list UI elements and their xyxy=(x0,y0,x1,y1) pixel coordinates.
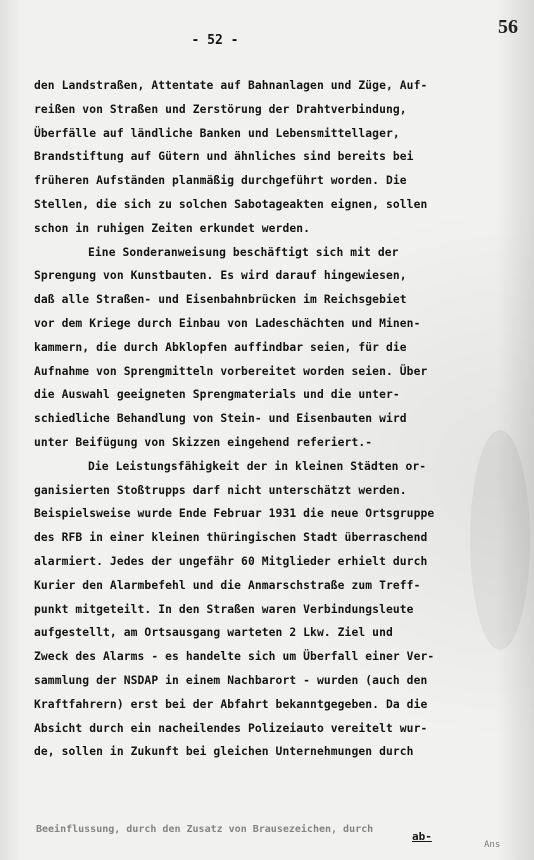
text-line: vor dem Kriege durch Einbau von Ladeschächten und Minen- xyxy=(34,316,421,330)
text-line: de, sollen in Zukunft bei gleichen Unternehmungen durch xyxy=(34,745,414,759)
text-line: den Landstraßen, Attentate auf Bahnanlagen und Züge, Auf- xyxy=(34,79,428,92)
text-line: Absicht durch ein nacheilendes Polizeiauto vereitelt wur- xyxy=(34,721,428,735)
text-line: des RFB in einer kleinen thüringischen Stadt überraschend xyxy=(34,531,428,545)
document-body xyxy=(34,74,474,764)
text-line: Überfälle auf ländliche Banken und Lebensmittellager, xyxy=(34,126,400,140)
text-line: Beispielsweise wurde Ende Februar 1931 die neue Ortsgruppe xyxy=(34,507,435,521)
bleed-through-text xyxy=(440,222,534,300)
bleed-through-footer: Beeinflussung, durch den Zusatz von Brausezeichen, durch xyxy=(36,824,374,835)
text-line: Kurier den Alarmbefehl und die Anmarschstraße zum Treff- xyxy=(34,578,421,592)
text-line: daß alle Straßen- und Eisenbahnbrücken im Reichsgebiet xyxy=(34,293,407,307)
text-line: Sprengung von Kunstbauten. Es wird darauf hingewiesen, xyxy=(34,269,407,283)
text-line: kammern, die durch Abklopfen auffindbar seien, für die xyxy=(34,340,407,354)
text-line: früheren Aufständen planmäßig durchgeführt worden. Die xyxy=(34,174,407,188)
page-number: - 52 - xyxy=(191,33,239,48)
text-line: punkt mitgeteilt. In den Straßen waren Verbindungsleute xyxy=(34,602,414,616)
text-line: Aufnahme von Sprengmitteln vorbereitet worden seien. Über xyxy=(34,364,428,378)
scan-smudge xyxy=(470,430,530,650)
text-line: Kraftfahrern) erst bei der Abfahrt bekanntgegeben. Da die xyxy=(34,697,428,711)
text-line: Eine Sonderanweisung beschäftigt sich mit der xyxy=(88,245,399,259)
text-line: unter Beifügung von Skizzen eingehend referiert.- xyxy=(34,435,373,449)
text-line: Brandstiftung auf Gütern und ähnliches sind bereits bei xyxy=(34,150,414,164)
text-line: alarmiert. Jedes der ungefähr 60 Mitglieder erhielt durch xyxy=(34,554,428,568)
text-line: Zweck des Alarms - es handelte sich um Überfall einer Ver- xyxy=(34,650,435,664)
text-line: aufgestellt, am Ortsausgang warteten 2 Lkw. Ziel und xyxy=(34,626,393,640)
folio-number: 56 xyxy=(498,16,518,38)
text-line: Die Leistungsfähigkeit der in kleinen Städten or- xyxy=(88,459,427,473)
text-line: schon in ruhigen Zeiten erkundet werden. xyxy=(34,221,311,235)
text-line: die Auswahl geeigneten Sprengmaterials und die unter- xyxy=(34,388,400,402)
catchword: ab- xyxy=(412,830,432,843)
text-line: sammlung der NSDAP in einem Nachbarort - wurden (auch den xyxy=(34,673,428,687)
text-line: schiedliche Behandlung von Stein- und Eisenbauten wird xyxy=(34,412,407,426)
text-line: ganisierten Stoßtrupps darf nicht unterschätzt werden. xyxy=(34,483,407,497)
text-line: reißen von Straßen und Zerstörung der Drahtverbindung, xyxy=(34,102,407,116)
text-line: Stellen, die sich zu solchen Sabotageakten eignen, sollen xyxy=(34,197,428,211)
edge-mark: Ans xyxy=(484,840,501,850)
